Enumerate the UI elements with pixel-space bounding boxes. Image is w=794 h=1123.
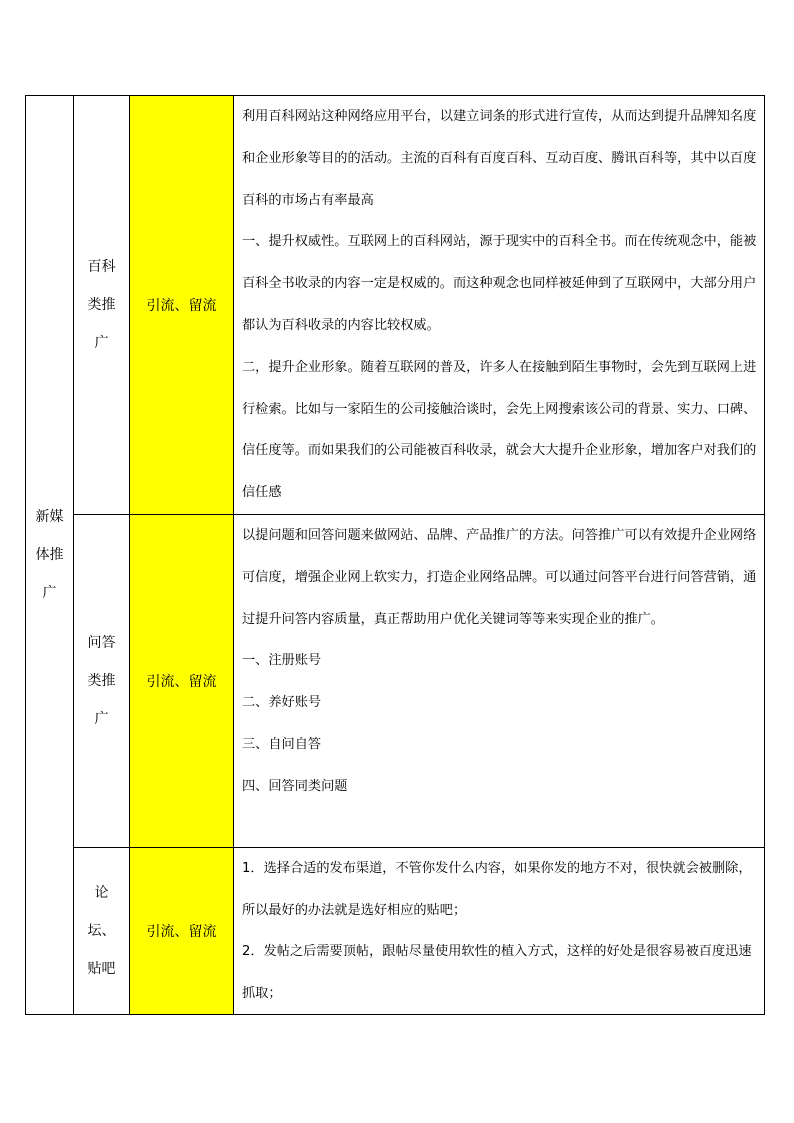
description-paragraph: 2．发帖之后需要顶帖，跟帖尽量使用软性的植入方式，这样的好处是很容易被百度迅速抓取； [242,944,752,1001]
goal-cell [130,847,234,1014]
description-cell [234,514,765,847]
subcategory-cell [74,96,130,515]
goal-label: 引流、留流 [146,297,217,314]
description-paragraph: 1．选择合适的发布渠道，不管你发什么内容，如果你发的地方不对，很快就会被删除，所以最好的办法就是选好相应的贴吧； [242,860,752,918]
subcategory-label: 百科类推广 [87,258,116,351]
description-paragraph: 一、注册账号 [242,653,322,669]
subcategory-cell [74,514,130,847]
category-label: 新媒体推广 [35,509,64,602]
goal-label: 引流、留流 [146,673,217,690]
category-cell [26,96,74,1015]
goal-cell [130,96,234,515]
description-paragraph: 一、提升权威性。互联网上的百科网站，源于现实中的百科全书。而在传统观念中，能被百科全书收录的内容一定是权威的。而这种观念也同样被延伸到了互联网中，大部分用户都认为百科收录的内容比较权威。 [242,234,757,333]
table-row [26,514,765,847]
table-row [26,96,765,515]
subcategory-label: 问答类推广 [87,634,116,727]
goal-label: 引流、留流 [146,924,217,941]
promotion-table [25,95,765,1015]
description-paragraph: 三、自问自答 [242,736,322,752]
description-paragraph: 以提问题和回答问题来做网站、品牌、产品推广的方法。问答推广可以有效提升企业网络可信度，增强企业网上软实力，打造企业网络品牌。可以通过问答平台进行问答营销，通过提升问答内容质量，真正帮助用户优化关键词等等来实现企业的推广。 [242,527,757,627]
description-paragraph: 利用百科网站这种网络应用平台，以建立词条的形式进行宣传，从而达到提升品牌知名度和企业形象等目的的活动。主流的百科有百度百科、互动百度、腾讯百科等，其中以百度百科的市场占有率最高 [242,109,757,208]
description-paragraph: 二、养好账号 [242,695,322,711]
description-paragraph: 四、回答同类问题 [242,778,348,794]
goal-cell [130,514,234,847]
subcategory-cell [74,847,130,1014]
description-paragraph: 二，提升企业形象。随着互联网的普及，许多人在接触到陌生事物时，会先到互联网上进行检索。比如与一家陌生的公司接触洽谈时，会先上网搜索该公司的背景、实力、口碑、信任度等。而如果我们的公司能被百科收录，就会大大提升企业形象，增加客户对我们的信任感 [242,359,757,501]
description-cell [234,847,765,1014]
subcategory-label: 论坛、贴吧 [87,885,116,978]
description-cell [234,96,765,515]
table-row [26,847,765,1014]
